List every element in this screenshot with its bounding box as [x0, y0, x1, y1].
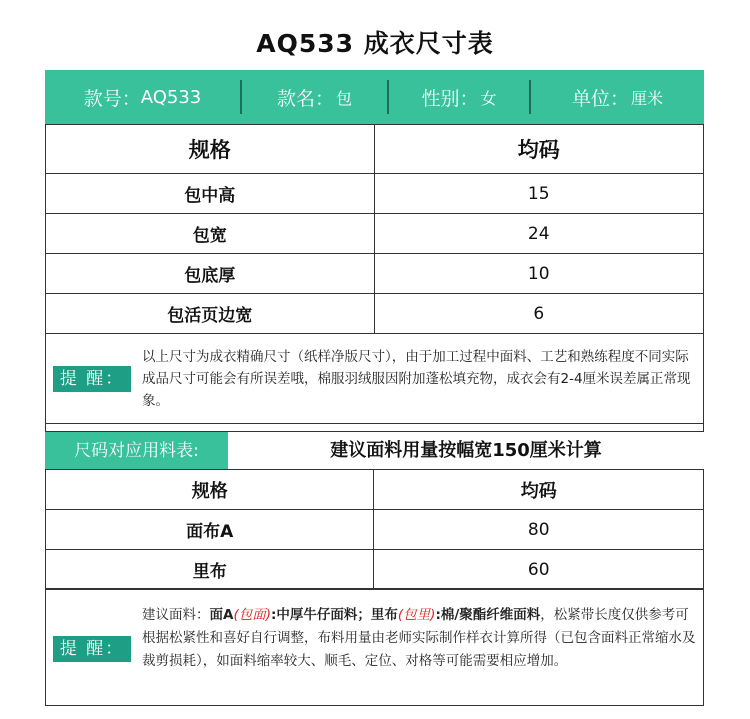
table-row — [46, 214, 704, 254]
row-label: 里布 — [46, 550, 374, 590]
style-name-label: 款名： — [276, 87, 334, 110]
style-code-label: 款号： — [83, 87, 141, 110]
info-bar — [45, 70, 704, 124]
note-highlight: (包里) — [397, 607, 436, 623]
note-text-part: :棉/聚酯纤维面料 — [435, 607, 541, 623]
reminder-note — [45, 329, 704, 424]
table-header-row — [46, 470, 704, 510]
reminder-badge: 提 醒： — [53, 366, 131, 392]
unit-label: 单位： — [571, 87, 629, 110]
row-label: 面布A — [46, 510, 374, 550]
table-row — [46, 174, 704, 214]
table-row — [46, 254, 704, 294]
gender-cell — [389, 70, 529, 124]
gender-value: 女 — [480, 88, 497, 108]
unit-value: 厘米 — [631, 88, 664, 108]
row-value: 60 — [374, 550, 704, 590]
material-section-header — [45, 431, 704, 470]
gender-label: 性别： — [421, 87, 479, 110]
row-value: 15 — [374, 174, 704, 214]
note-text-part: ，松紧带长度仅供参考可根据松紧性和喜好自行调整，布料用量由老师实际制作样衣计算所得（已包含面料正常缩水及裁剪损耗），如面料缩率较大、顺毛、定位、对格等可能需要相应增加。 — [142, 607, 696, 669]
row-label: 包底厚 — [46, 254, 375, 294]
style-code-cell — [45, 70, 240, 124]
header-size: 均码 — [374, 470, 704, 510]
header-spec: 规格 — [46, 125, 375, 174]
row-label: 包活页边宽 — [46, 294, 375, 334]
table-row — [46, 510, 704, 550]
fabric-note-badge: 提 醒： — [53, 636, 131, 662]
style-code-value: AQ533 — [140, 86, 202, 108]
style-name-cell — [242, 70, 387, 124]
unit-cell — [531, 70, 704, 124]
note-text-part: 面A — [209, 607, 234, 623]
note-text-part: :中厚牛仔面料；里布 — [271, 607, 398, 623]
table-row — [46, 294, 704, 334]
row-value: 6 — [374, 294, 704, 334]
material-section-heading: 建议面料用量按幅宽150厘米计算 — [330, 440, 602, 461]
material-table — [45, 469, 704, 590]
note-highlight: (包面) — [233, 607, 271, 623]
style-name-value: 包 — [336, 88, 353, 108]
fabric-note — [45, 588, 704, 706]
row-label: 包宽 — [46, 214, 375, 254]
fabric-note-text — [142, 604, 698, 673]
row-value: 24 — [374, 214, 704, 254]
row-value: 10 — [374, 254, 704, 294]
row-label: 包中高 — [46, 174, 375, 214]
table-row — [46, 550, 704, 590]
header-spec: 规格 — [46, 470, 374, 510]
header-size: 均码 — [374, 125, 704, 174]
material-section-tab: 尺码对应用料表: — [45, 432, 228, 470]
note-text-part: 建议面料： — [142, 607, 210, 623]
size-table — [45, 124, 704, 334]
table-header-row — [46, 125, 704, 174]
reminder-text: 以上尺寸为成衣精确尺寸（纸样净版尺寸），由于加工过程中面料、工艺和熟练程度不同实际成品尺寸可能会有所误差哦，棉服羽绒服因附加蓬松填充物，成衣会有2-4厘米误差属正常现象。 — [142, 349, 691, 409]
row-value: 80 — [374, 510, 704, 550]
page-title: AQ533 成衣尺寸表 — [256, 29, 494, 58]
